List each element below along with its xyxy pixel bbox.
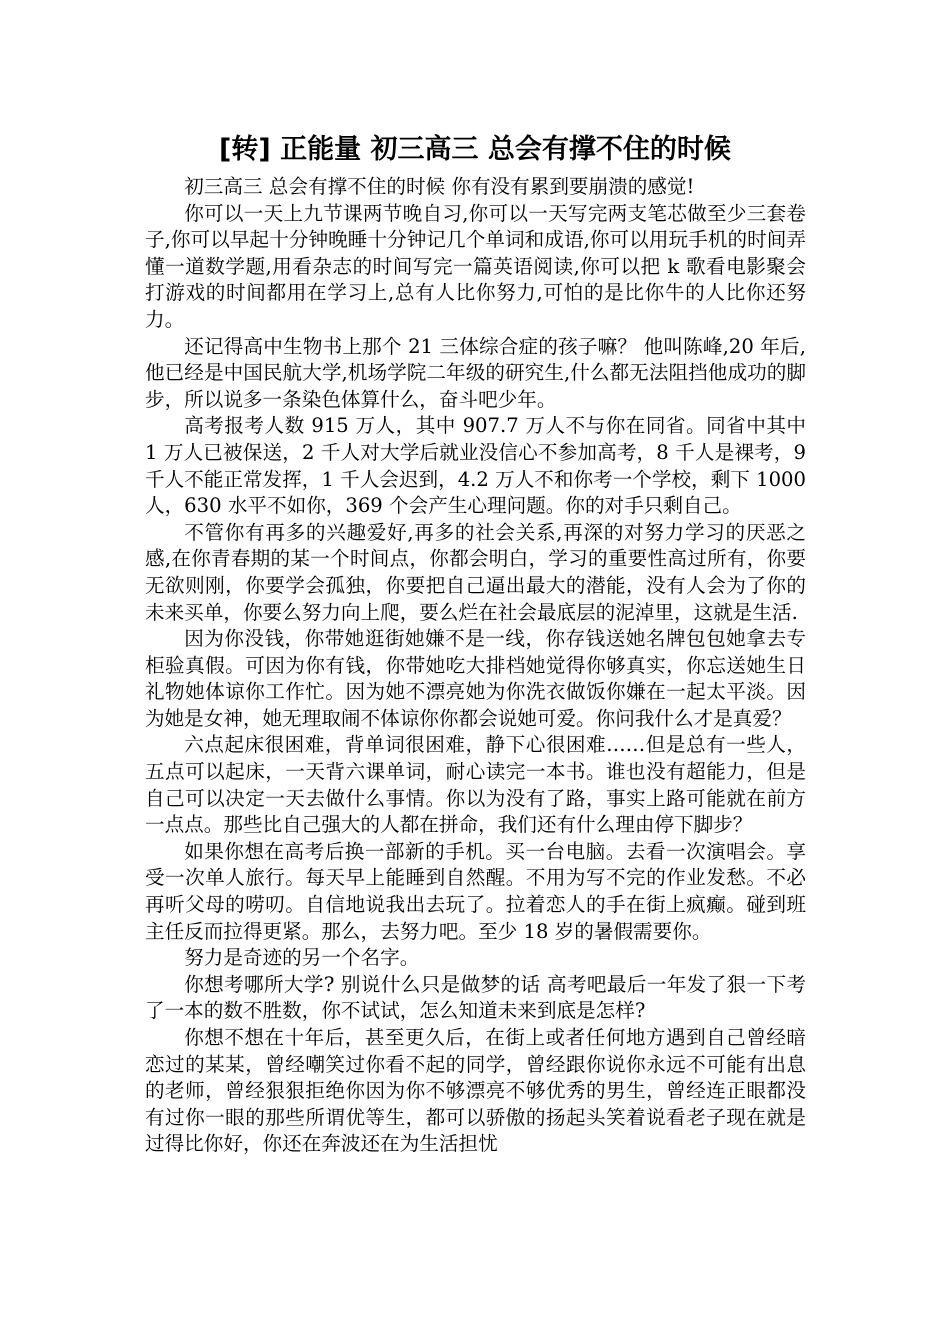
paragraph-3: 还记得高中生物书上那个 21 三体综合症的孩子嘛？ 他叫陈峰,20 年后,他已经是中国民航大学,机场学院二年级的研究生,什么都无法阻挡他成功的脚步，所以说多一条染色体算什么，奋斗吧少年。 bbox=[145, 334, 806, 411]
paragraph-4: 高考报考人数 915 万人，其中 907.7 万人不与你在同省。同省中其中 1 万人已被保送，2 千人对大学后就业没信心不参加高考，8 千人是裸考，9 千人不能正常发挥，1 千人会迟到，4.2 万人不和你考一个学校，剩下 1000 人，630 水平不如你，369 个会产生心理问题。你的对手只剩自己。 bbox=[145, 414, 806, 518]
paragraph-5: 不管你有再多的兴趣爱好,再多的社会关系,再深的对努力学习的厌恶之感,在你青春期的某一个时间点，你都会明白，学习的重要性高过所有，你要无欲则刚，你要学会孤独，你要把自己逼出最大的潜能，没有人会为了你的未来买单，你要么努力向上爬，要么烂在社会最底层的泥淖里，这就是生活. bbox=[145, 520, 806, 624]
paragraph-9: 努力是奇迹的另一个名字。 bbox=[184, 946, 420, 970]
paragraph-11: 你想不想在十年后，甚至更久后，在街上或者任何地方遇到自己曾经暗恋过的某某，曾经嘲笑过你看不起的同学，曾经跟你说你永远不可能有出息的老师，曾经狠狠拒绝你因为你不够漂亮不够优秀的男生，曾经连正眼都没有过你一眼的那些所谓优等生，都可以骄傲的扬起头笑着说看老子现在就是过得比你好，你还在奔波还在为生活担忧 bbox=[145, 1026, 806, 1156]
paragraph-7: 六点起床很困难，背单词很困难，静下心很困难……但是总有一些人，五点可以起床，一天背六课单词，耐心读完一本书。谁也没有超能力，但是自己可以决定一天去做什么事情。你以为没有了路，事实上路可能就在前方一点点。那些比自己强大的人都在拼命，我们还有什么理由停下脚步？ bbox=[145, 733, 806, 837]
paragraph-10: 你想考哪所大学? 别说什么只是做梦的话 高考吧最后一年发了狠一下考了一本的数不胜数，你不试试，怎么知道未来到底是怎样? bbox=[145, 972, 806, 1023]
paragraph-6: 因为你没钱，你带她逛街她嫌不是一线，你存钱送她名牌包包她拿去专柜验真假。可因为你有钱，你带她吃大排档她觉得你够真实，你忘送她生日礼物她体谅你工作忙。因为她不漂亮她为你洗衣做饭你嫌在一起太平淡。因为她是女神，她无理取闹不体谅你你都会说她可爱。你问我什么才是真爱？ bbox=[145, 627, 806, 730]
document-title: [转] 正能量 初三高三 总会有撑不住的时候 bbox=[219, 134, 731, 165]
paragraph-8: 如果你想在高考后换一部新的手机。买一台电脑。去看一次演唱会。享受一次单人旅行。每天早上能睡到自然醒。不用为写不完的作业发愁。不必再听父母的唠叨。自信地说我出去玩了。拉着恋人的手在街上疯癫。碰到班主任反而拉得更紧。那么，去努力吧。至少 18 岁的暑假需要你。 bbox=[145, 839, 806, 943]
paragraph-2: 你可以一天上九节课两节晚自习,你可以一天写完两支笔芯做至少三套卷子,你可以早起十分钟晚睡十分钟记几个单词和成语,你可以用玩手机的时间弄懂一道数学题,用看杂志的时间写完一篇英语阅读,你可以把 k 歌看电影聚会打游戏的时间都用在学习上,总有人比你努力,可怕的是比你牛的人比你还努力。 bbox=[145, 201, 806, 331]
document-body bbox=[145, 174, 806, 1158]
paragraph-1: 初三高三 总会有撑不住的时候 你有没有累到要崩溃的感觉! bbox=[184, 175, 695, 198]
